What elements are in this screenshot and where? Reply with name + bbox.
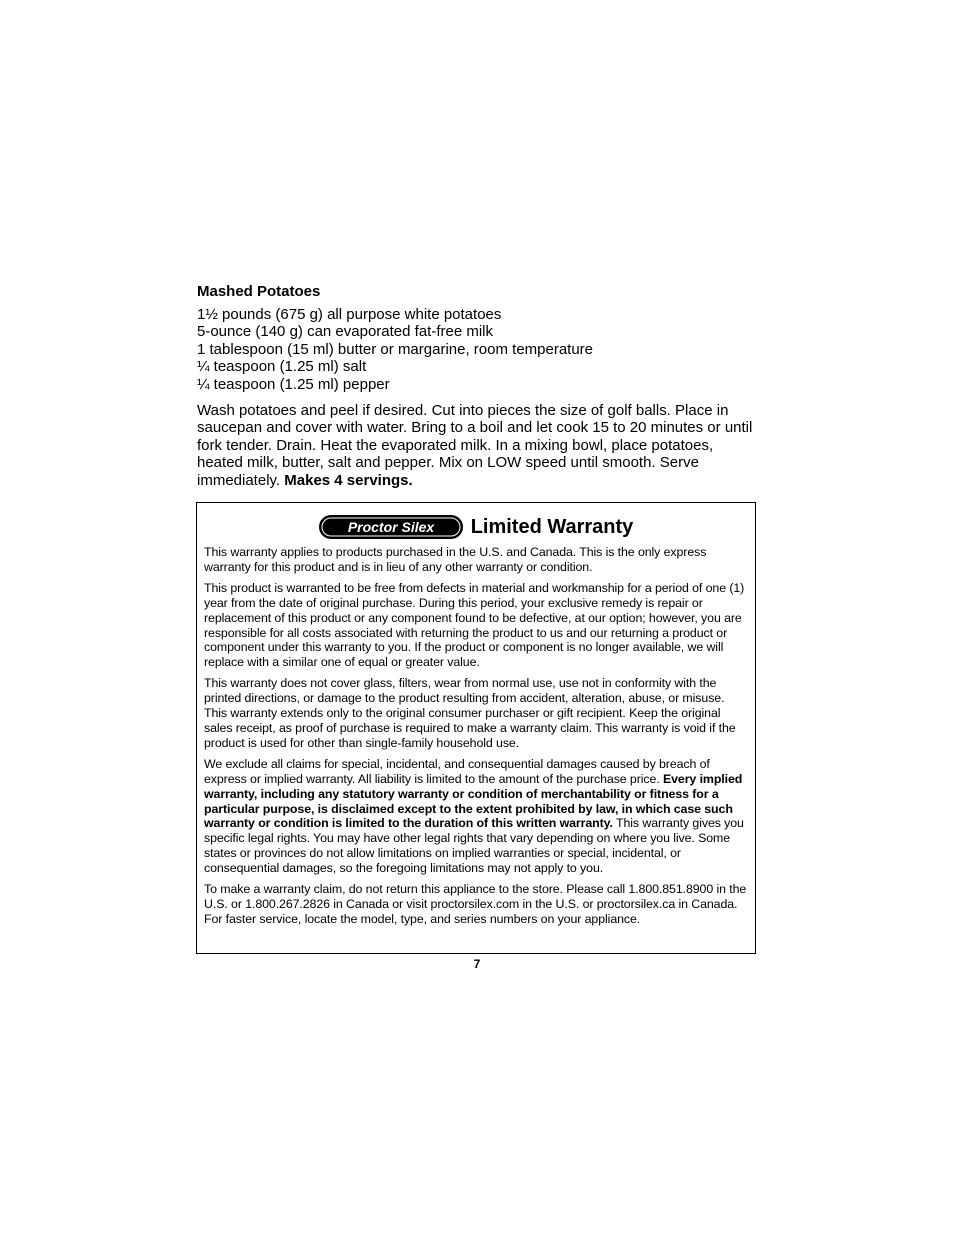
liability-text: We exclude all claims for special, incidental, and consequential damages caused by breach of express or implied warranty. All liability is limited to the amount of the purchase price. bbox=[204, 756, 710, 786]
liability-disclaimer: Every implied warranty, including any statutory warranty or condition of merchantability or fitness for a particular purpose, is disclaimed except to the extent prohibited by law, in which case such warranty or condition is limited to the duration of this written warranty. bbox=[204, 771, 743, 831]
ingredient-item: 1 tablespoon (15 ml) butter or margarine, room temperature bbox=[197, 340, 594, 358]
recipe-title: Mashed Potatoes bbox=[197, 283, 321, 300]
warranty-box bbox=[196, 502, 756, 954]
ingredient-list bbox=[197, 306, 757, 393]
ingredient-item: ¼ teaspoon (1.25 ml) salt bbox=[197, 358, 367, 376]
legal-rights-text: This warranty gives you specific legal rights. You may have other legal rights that vary depending on where you live. Some states or provinces do not allow limitations on implied warranties or special, incidental, or consequential damages, so the foregoing limitations may not apply to you. bbox=[204, 816, 744, 876]
page-number: 7 bbox=[473, 957, 481, 971]
proctor-silex-logo bbox=[319, 515, 463, 539]
ingredient-item: 5-ounce (140 g) can evaporated fat-free milk bbox=[197, 323, 493, 341]
ingredient-item: 1½ pounds (675 g) all purpose white potatoes bbox=[197, 306, 502, 323]
directions-text: Wash potatoes and peel if desired. Cut into pieces the size of golf balls. Place in saucepan and cover with water. Bring to a boil and let cook 15 to 20 minutes or until fork tender. Drain. Heat the evaporated milk. In a mixing bowl, place potatoes, heated milk, butter, salt and pepper. Mix on LOW speed until smooth. Serve immediately. bbox=[197, 402, 753, 489]
warranty-paragraph-claim: To make a warranty claim, do not return this appliance to the store. Please call 1.800.851.8900 in the U.S. or 1.800.267.2826 in Canada or visit proctorsilex.com in the U.S. or proctorsilex.ca in Canada. For faster service, locate the model, type, and series numbers on your appliance. bbox=[204, 882, 747, 926]
warranty-paragraph-scope: This warranty applies to products purchased in the U.S. and Canada. This is the only express warranty for this product and is in lieu of any other warranty or condition. bbox=[204, 545, 707, 574]
ingredient-item: ¼ teaspoon (1.25 ml) pepper bbox=[197, 375, 390, 393]
warranty-paragraph-liability bbox=[204, 757, 750, 876]
warranty-header bbox=[197, 513, 755, 541]
logo-text: Proctor Silex bbox=[347, 519, 434, 535]
warranty-body bbox=[204, 545, 750, 933]
recipe-section bbox=[197, 283, 757, 489]
warranty-title: Limited Warranty bbox=[470, 516, 634, 538]
recipe-directions bbox=[197, 402, 757, 489]
warranty-paragraph-exclusions: This warranty does not cover glass, filters, wear from normal use, use not in conformity with the printed directions, or damage to the product resulting from accident, alteration, abuse, or misuse. This warranty extends only to the original consumer purchaser or gift recipient. Keep the original sales receipt, as proof of purchase is required to make a warranty claim. This warranty is void if the product is used for other than single-family household use. bbox=[204, 676, 736, 750]
recipe-yield: Makes 4 servings. bbox=[284, 471, 413, 489]
warranty-paragraph-coverage: This product is warranted to be free from defects in material and workmanship for a period of one (1) year from the date of original purchase. During this period, your exclusive remedy is repair or replacement of this product or any component found to be defective, at our option; however, you are responsible for all costs associated with returning the product to us and our returning a product or component under this warranty to you. If the product or component is no longer available, we will replace with a similar one of equal or greater value. bbox=[204, 580, 745, 670]
